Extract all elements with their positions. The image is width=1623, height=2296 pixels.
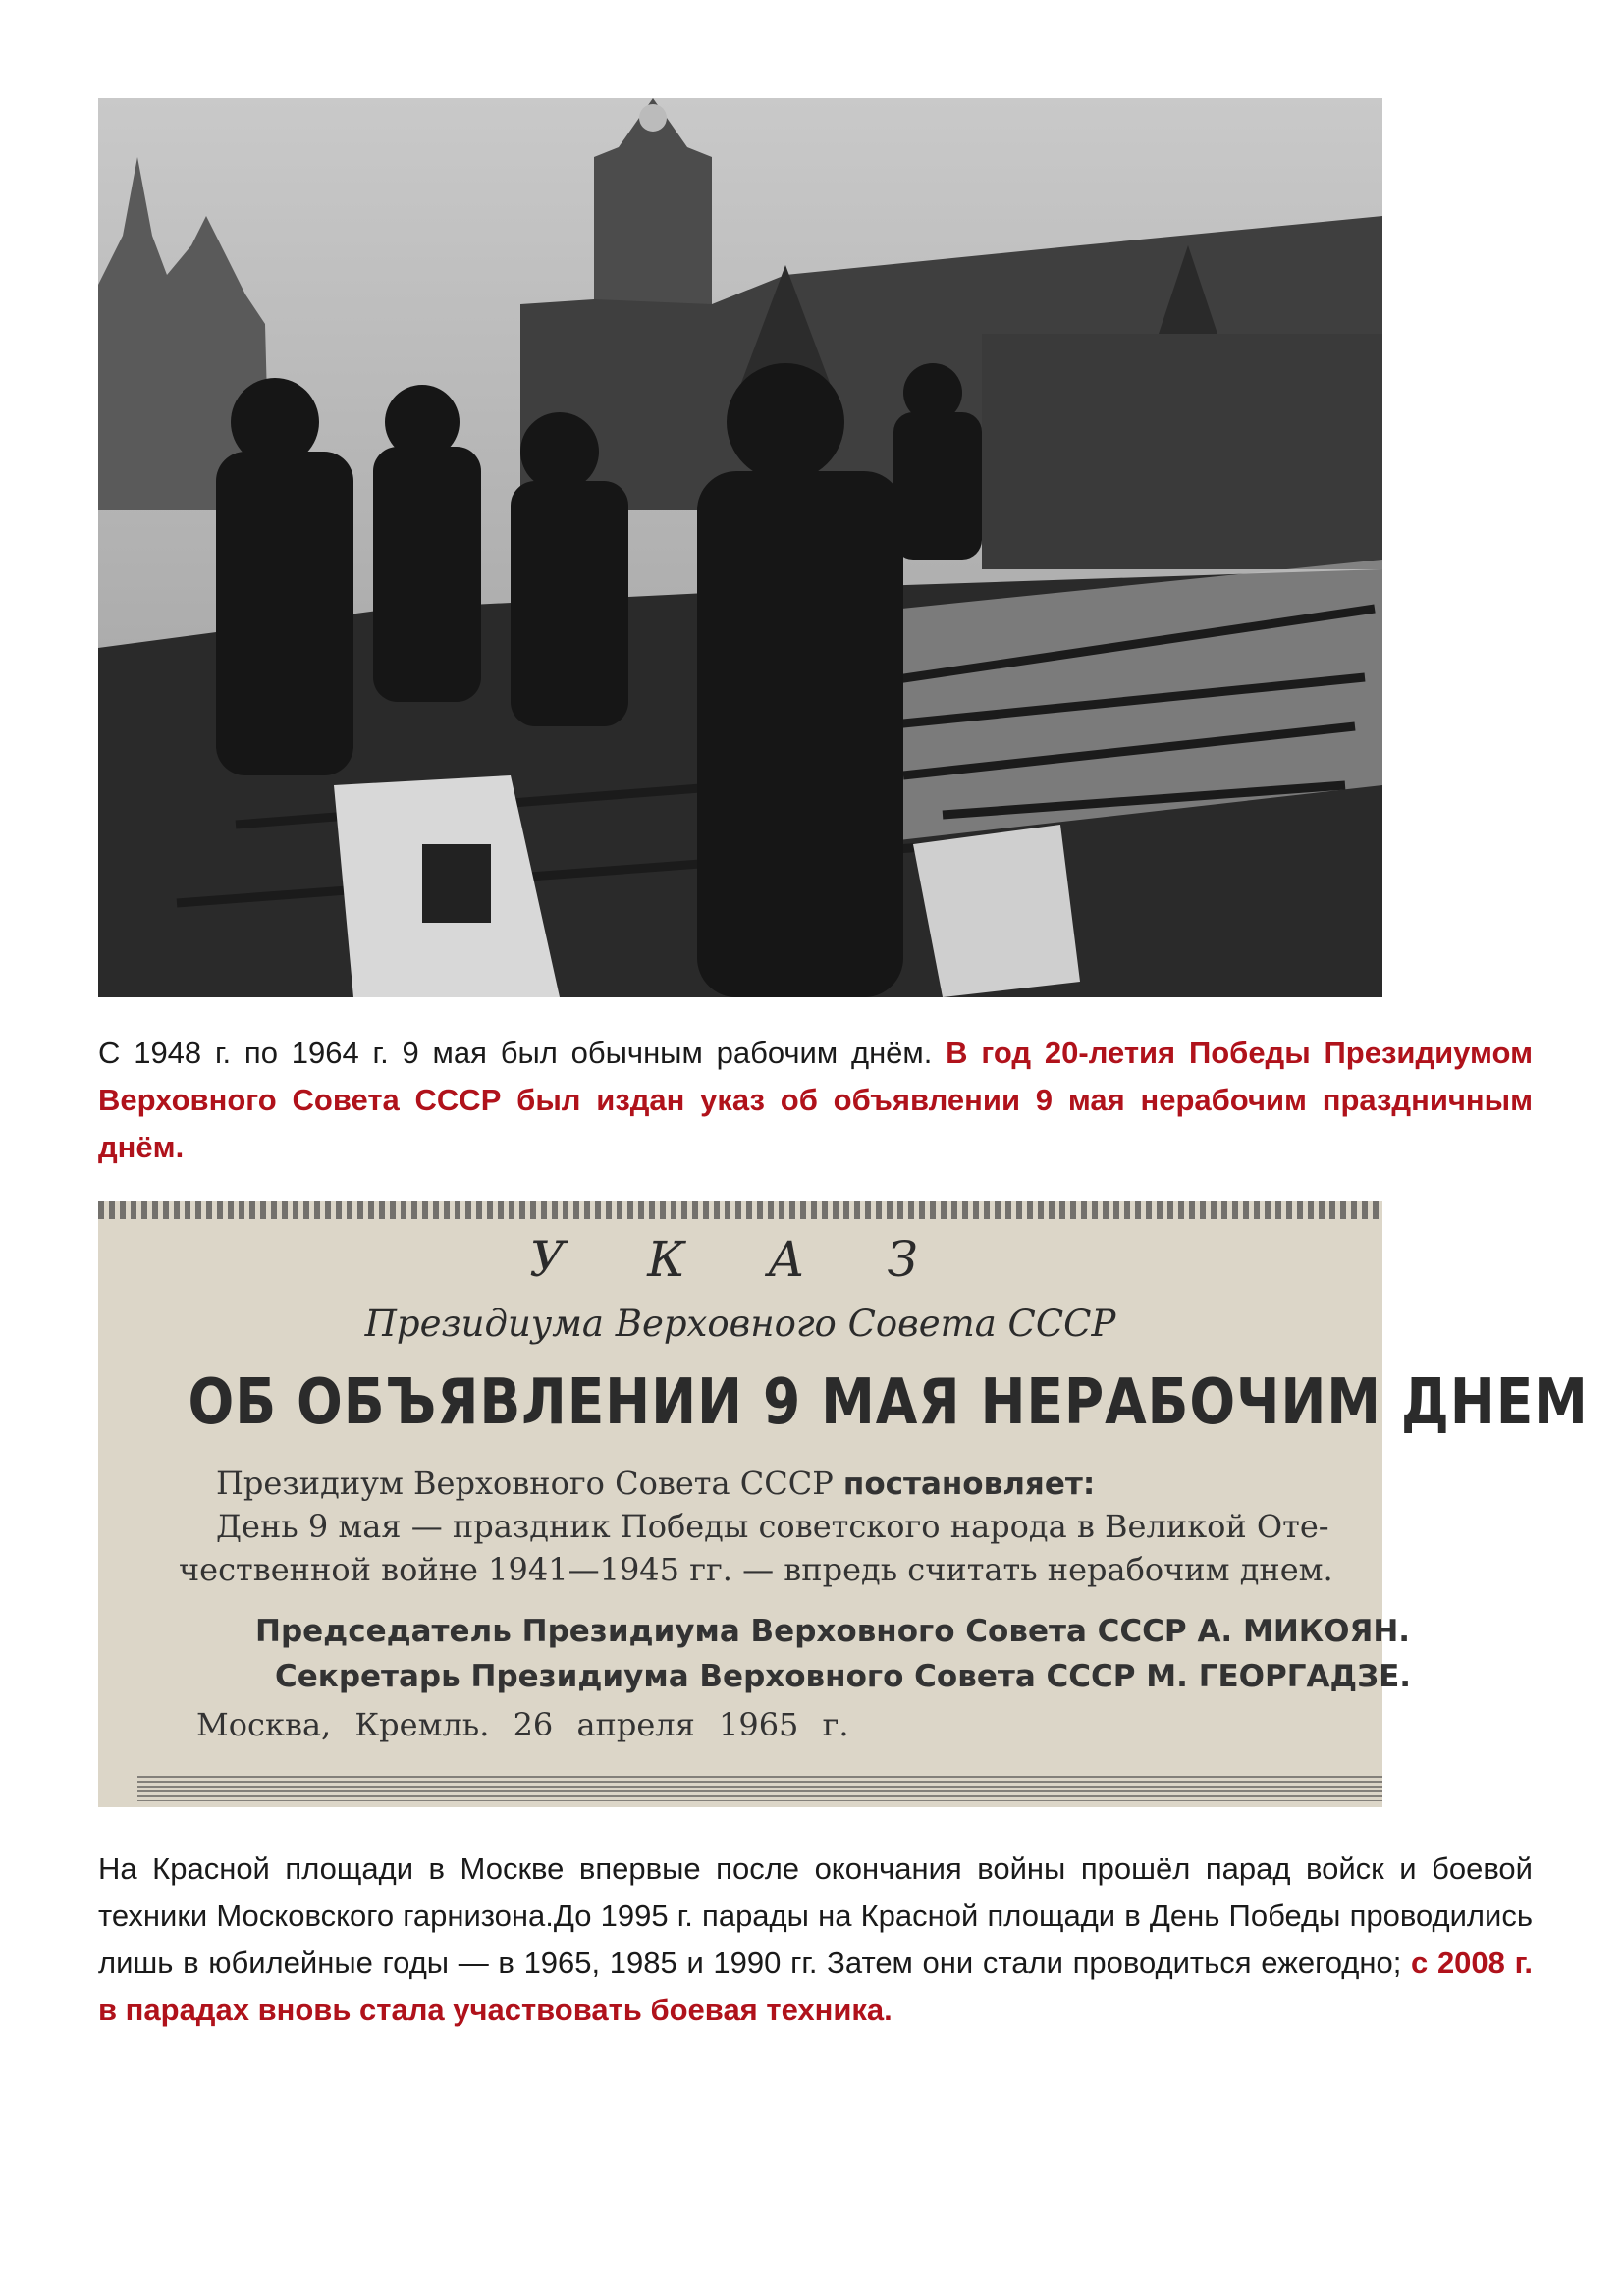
parade-photo-icon [98,98,1382,997]
decree-signature-secretary: Секретарь Президиума Верховного Совета СССР М. ГЕОРГАДЗЕ. [275,1659,1412,1694]
decree-signature-chairman: Председатель Президиума Верховного Совета СССР А. МИКОЯН. [255,1614,1411,1649]
victory-parade-photo [98,98,1382,997]
paragraph1-highlight-text: В год 20-летия Победы Президиумом Верховного Совета СССР был издан указ об объявлении 9 мая нерабочим праздничным днём. [98,1036,1533,1164]
decree-subtitle: Президиума Верховного Совета СССР [364,1303,1116,1345]
decree-headline: ОБ ОБЪЯВЛЕНИИ 9 МАЯ НЕРАБОЧИМ ДНЕМ [188,1366,1589,1439]
decree-line3: чественной войне 1941—1945 гг. — впредь считать нерабочим днем. [179,1551,1333,1588]
decree-line1 [216,1465,1095,1502]
decree-line2: День 9 мая — праздник Победы советского народа в Великой Оте- [216,1508,1329,1545]
decree-place-date: Москва, Кремль. 26 апреля 1965 г. [196,1706,849,1743]
top-ornament-rule [98,1201,1382,1219]
bottom-rule [137,1776,1382,1801]
decree-title: У К А З [529,1231,951,1288]
decree-newspaper-clipping [98,1201,1589,1807]
paragraph-workday-history [98,1030,1533,1171]
decree-line1-b: постановляет: [842,1467,1096,1502]
paragraph1-plain-text: С 1948 г. по 1964 г. 9 мая был обычным рабочим днём. [98,1036,947,1070]
paragraph2-highlight-text: с 2008 г. в парадах вновь стала участвовать боевая техника. [98,1946,1534,2027]
paragraph2-plain-text: На Красной площади в Москве впервые после окончания войны прошёл парад войск и боевой техники Московского гарнизона.До 1995 г. парады на Красной площади в День Победы проводились лишь в юбилейные годы — в 1965, 1985 и 1990 гг. Затем они стали проводиться ежегодно; [98,1851,1533,1980]
decree-line1-a: Президиум Верховного Совета СССР [216,1465,843,1502]
paragraph-parade-history [98,1845,1533,2034]
